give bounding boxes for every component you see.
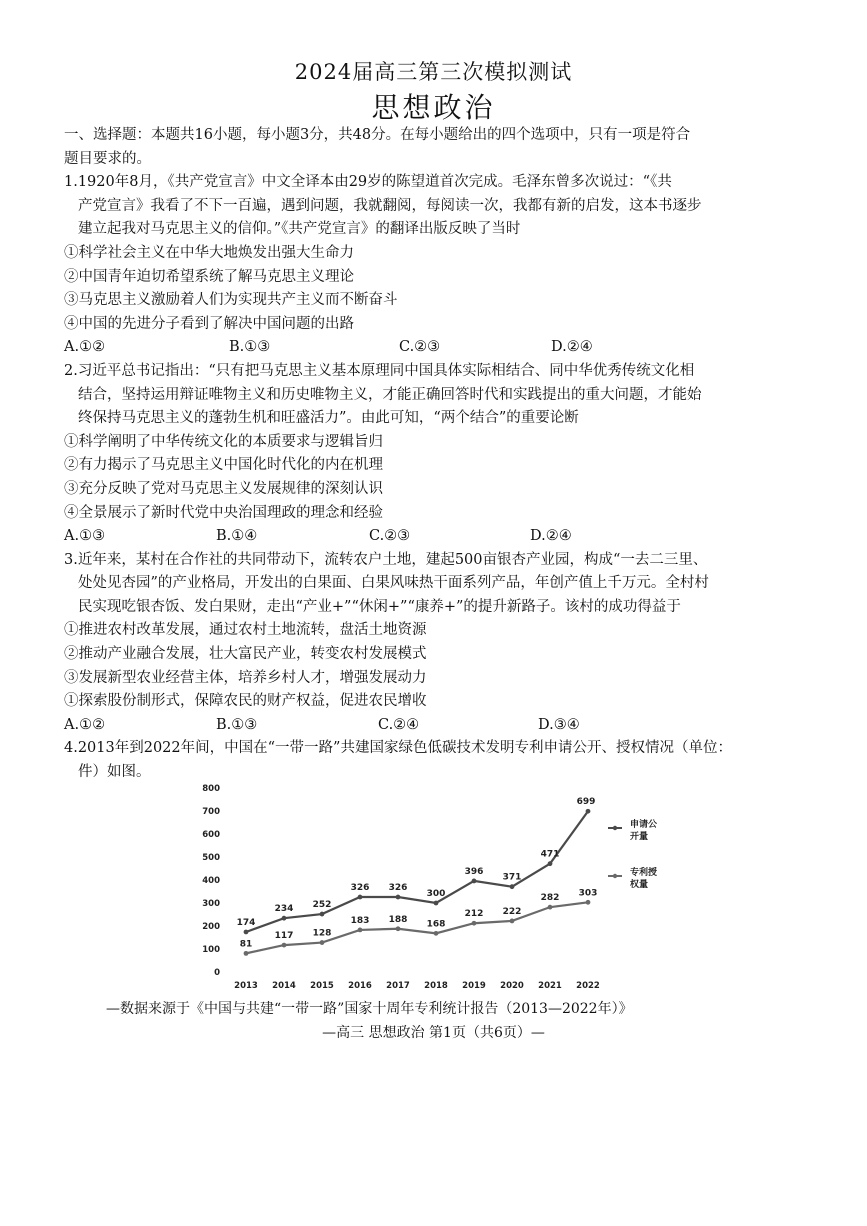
series-point-2 — [434, 931, 439, 936]
q3-item-1: ①推进农村改革发展，通过农村土地流转，盘活土地资源 — [64, 622, 427, 639]
data-label-1: 471 — [540, 849, 560, 860]
data-label-2: 282 — [540, 893, 560, 904]
section-instruction-line-2: 题目要求的。 — [64, 150, 151, 167]
q2-item-4: ④全景展示了新时代党中央治国理政的理念和经验 — [64, 504, 383, 521]
q2-option-d: D.②④ — [530, 528, 572, 545]
y-tick-label: 500 — [202, 853, 220, 863]
series-line-2 — [246, 902, 588, 953]
data-label-1: 371 — [502, 872, 522, 883]
y-tick-label: 0 — [214, 968, 220, 978]
data-label-1: 326 — [350, 883, 370, 894]
q1-item-4: ④中国的先进分子看到了解决中国问题的出路 — [64, 315, 354, 332]
q1-item-3: ③马克思主义激励着人们为实现共产主义而不断奋斗 — [64, 292, 398, 309]
data-label-1: 699 — [576, 797, 596, 808]
q3-option-a: A.①② — [64, 716, 106, 733]
data-label-1: 252 — [312, 900, 332, 911]
q1-stem-line-3: 建立起我对马克思主义的信仰。”《共产党宣言》的翻译出版反映了当时 — [78, 221, 521, 238]
series-point-1 — [358, 895, 363, 900]
q2-options — [64, 525, 824, 549]
data-label-2: 81 — [239, 939, 253, 950]
q3-option-d: D.③④ — [538, 716, 580, 733]
q2-option-a: A.①③ — [64, 528, 106, 545]
data-label-2: 222 — [502, 906, 522, 917]
q1-item-1: ①科学社会主义在中华大地焕发出强大生命力 — [64, 244, 354, 261]
series-point-2 — [548, 905, 553, 910]
series-point-1 — [472, 879, 477, 884]
q1-stem-line-1: 1.1920年8月，《共产党宣言》中文全译本由29岁的陈望道首次完成。毛泽东曾多次说过：“《共 — [64, 174, 672, 191]
q2-stem-line-1: 2.习近平总书记指出：“只有把马克思主义基本原理同中国具体实际相结合、同中华优秀传统文化相 — [64, 362, 695, 379]
series-point-2 — [472, 921, 477, 926]
data-label-2: 188 — [388, 914, 408, 925]
y-tick-label: 700 — [202, 807, 220, 817]
q1-options — [64, 336, 824, 360]
series-point-2 — [320, 940, 325, 945]
y-tick-label: 300 — [202, 899, 220, 909]
y-tick-label: 100 — [202, 945, 220, 955]
series-point-2 — [396, 926, 401, 931]
legend-label-2: 专利授 — [630, 868, 658, 878]
section-instruction-line-1: 一、选择题：本题共16小题，每小题3分，共48分。在每小题给出的四个选项中，只有一项是符合 — [64, 127, 691, 143]
q3-item-4: ①探索股份制形式，保障农民的财产权益，促进农民增收 — [64, 693, 427, 710]
q4-stem-line-2: 件）如图。 — [78, 764, 151, 781]
legend-marker-1 — [613, 826, 617, 830]
q2-item-2: ②有力揭示了马克思主义中国化时代化的内在机理 — [64, 457, 383, 474]
q1-option-a: A.①② — [64, 339, 106, 356]
q1-stem-line-2: 产党宣言》我看了不下一百遍，遇到问题，我就翻阅，每阅读一次，我都有新的启发，这本书逐步 — [78, 197, 702, 214]
q3-item-3: ③发展新型农业经营主体，培养乡村人才，增强发展动力 — [64, 669, 427, 686]
series-point-1 — [320, 912, 325, 917]
series-point-1 — [434, 901, 439, 906]
data-label-1: 174 — [236, 917, 256, 928]
y-tick-label: 200 — [202, 922, 220, 932]
series-point-2 — [282, 943, 287, 948]
q3-stem-line-1: 3.近年来，某村在合作社的共同带动下，流转农户土地，建起500亩银杏产业园，构成“一去二三里、 — [64, 551, 708, 568]
data-label-2: 303 — [578, 888, 598, 899]
x-tick-label: 2021 — [538, 981, 562, 991]
chart-svg — [190, 776, 690, 998]
data-label-1: 300 — [426, 889, 446, 899]
y-tick-label: 400 — [202, 876, 220, 886]
series-point-1 — [282, 916, 287, 921]
data-label-1: 326 — [388, 883, 408, 894]
x-tick-label: 2013 — [234, 981, 258, 991]
legend-marker-2 — [613, 874, 617, 878]
page-footer: —高三 思想政治 第1页（共6页）— — [322, 1025, 545, 1041]
q2-stem-line-2: 结合，坚持运用辩证唯物主义和历史唯物主义，才能正确回答时代和实践提出的重大问题，才能始 — [78, 386, 702, 403]
q2-item-3: ③充分反映了党对马克思主义发展规律的深刻认识 — [64, 480, 383, 497]
x-tick-label: 2016 — [348, 981, 372, 991]
data-label-2: 168 — [426, 919, 446, 930]
exam-title: 2024届高三第三次模拟测试 — [294, 60, 573, 84]
series-point-2 — [586, 900, 591, 905]
q2-option-c: C.②③ — [369, 528, 411, 545]
x-tick-label: 2020 — [500, 981, 524, 991]
series-line-1 — [246, 811, 588, 932]
x-tick-label: 2015 — [310, 981, 334, 991]
series-point-2 — [244, 951, 249, 956]
q1-option-c: C.②③ — [399, 339, 441, 356]
q2-item-1: ①科学阐明了中华传统文化的本质要求与逻辑旨归 — [64, 433, 383, 450]
x-tick-label: 2019 — [462, 981, 486, 991]
q1-option-d: D.②④ — [551, 339, 593, 356]
q1-option-b: B.①③ — [229, 339, 271, 356]
q2-stem-line-3: 终保持马克思主义的蓬勃生机和旺盛活力”。由此可知，“两个结合”的重要论断 — [78, 410, 579, 427]
x-tick-label: 2018 — [424, 981, 448, 991]
series-point-1 — [244, 930, 249, 935]
legend-label-1: 开量 — [630, 832, 649, 842]
data-label-2: 117 — [274, 931, 294, 942]
patent-line-chart — [190, 776, 690, 998]
q1-item-2: ②中国青年迫切希望系统了解马克思主义理论 — [64, 268, 354, 285]
q3-options — [64, 714, 824, 738]
x-tick-label: 2014 — [272, 981, 296, 991]
series-point-2 — [358, 928, 363, 933]
series-point-1 — [510, 884, 515, 889]
x-tick-label: 2017 — [386, 981, 410, 991]
y-tick-label: 800 — [202, 784, 220, 794]
data-label-2: 183 — [350, 915, 370, 926]
q3-option-c: C.②④ — [378, 716, 420, 733]
legend-label-1: 申请公 — [630, 820, 658, 830]
y-tick-label: 600 — [202, 830, 220, 840]
q2-option-b: B.①④ — [216, 528, 258, 545]
q3-item-2: ②推动产业融合发展，壮大富民产业，转变农村发展模式 — [64, 646, 427, 663]
q3-stem-line-2: 处处见杏园”的产业格局，开发出的白果面、白果风味热干面系列产品，年创产值上千万元。全村村 — [78, 575, 709, 592]
series-point-1 — [396, 895, 401, 900]
data-label-1: 396 — [464, 866, 484, 877]
q3-stem-line-3: 民实现吃银杏饭、发白果财，走出“产业+”“休闲+”“康养+”的提升新路子。该村的成功得益于 — [78, 598, 681, 615]
data-label-1: 234 — [274, 904, 294, 915]
series-point-2 — [510, 919, 515, 924]
series-point-1 — [548, 861, 553, 866]
data-label-2: 128 — [312, 928, 332, 939]
subject-title: 思想政治 — [371, 91, 496, 124]
series-point-1 — [586, 809, 591, 814]
exam-body — [64, 124, 824, 785]
legend-label-2: 权量 — [630, 880, 649, 890]
q4-stem-line-1: 4.2013年到2022年间，中国在“一带一路”共建国家绿色低碳技术发明专利申请公开、授权情况（单位： — [64, 740, 732, 757]
q3-option-b: B.①③ — [216, 716, 258, 733]
data-label-2: 212 — [464, 909, 484, 920]
x-tick-label: 2022 — [576, 981, 600, 991]
data-source-note: —数据来源于《中国与共建“一带一路”国家十周年专利统计报告（2013—2022年）》 — [106, 1001, 633, 1017]
